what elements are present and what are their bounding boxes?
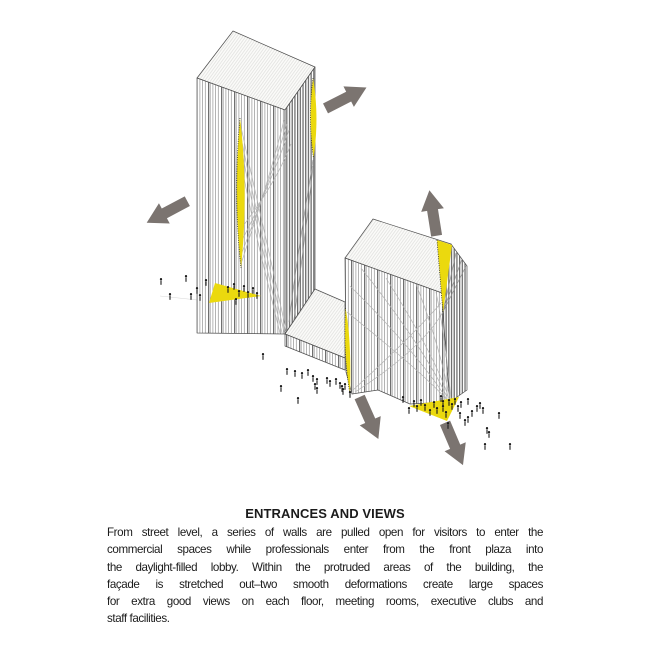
person-figure: [408, 407, 410, 414]
person-figure: [286, 368, 288, 375]
person-figure: [329, 380, 331, 387]
person-figure: [467, 416, 469, 423]
person-figure: [482, 407, 484, 414]
person-figure: [460, 401, 462, 408]
person-figure: [509, 443, 511, 450]
arrow-upper-right: [320, 77, 371, 118]
person-figure: [326, 377, 328, 384]
person-figure: [457, 405, 459, 412]
person-figure: [314, 383, 316, 390]
person-figure: [486, 427, 488, 434]
person-figure: [301, 372, 303, 379]
caption-line: commercial spaces while professionals enter from the front plaza into: [107, 543, 543, 557]
arrow-up: [418, 188, 448, 237]
person-figure: [160, 278, 162, 285]
person-figure: [459, 412, 461, 419]
person-figure: [488, 431, 490, 438]
arrow-down-center: [349, 392, 389, 443]
person-figure: [349, 391, 351, 398]
person-figure: [185, 275, 187, 282]
person-figure: [479, 402, 481, 409]
caption-line: for extra good views on each floor, meeting rooms, executive clubs and: [107, 595, 543, 609]
caption-line: From street level, a series of walls are pulled open for visitors to enter the: [107, 526, 543, 539]
person-figure: [344, 383, 346, 390]
caption-line: staff facilities.: [107, 612, 170, 626]
person-figure: [297, 397, 299, 404]
person-figure: [467, 398, 469, 405]
caption-line: the daylight-filled lobby. Within the protruded areas of the building, the: [107, 560, 543, 574]
person-figure: [471, 410, 473, 417]
person-figure: [190, 293, 192, 300]
person-figure: [335, 378, 337, 385]
left-tower-side-facade: [285, 67, 315, 334]
arrow-down-right: [434, 418, 473, 469]
caption-line: façade is stretched out–two smooth deformations create large spaces: [107, 577, 543, 591]
person-figure: [280, 385, 282, 392]
person-figure: [312, 375, 314, 382]
person-figure: [307, 369, 309, 376]
person-figure: [262, 353, 264, 360]
right-tower: [345, 219, 467, 404]
person-figure: [316, 387, 318, 394]
person-figure: [339, 382, 341, 389]
person-figure: [476, 405, 478, 412]
caption-title: ENTRANCES AND VIEWS: [245, 506, 405, 521]
person-figure: [169, 293, 171, 300]
person-figure: [294, 370, 296, 377]
person-figure: [464, 419, 466, 426]
person-figure: [498, 412, 500, 419]
caption-block: [107, 506, 543, 628]
person-figure: [484, 443, 486, 450]
person-figure: [316, 378, 318, 385]
arrow-left: [141, 191, 192, 233]
